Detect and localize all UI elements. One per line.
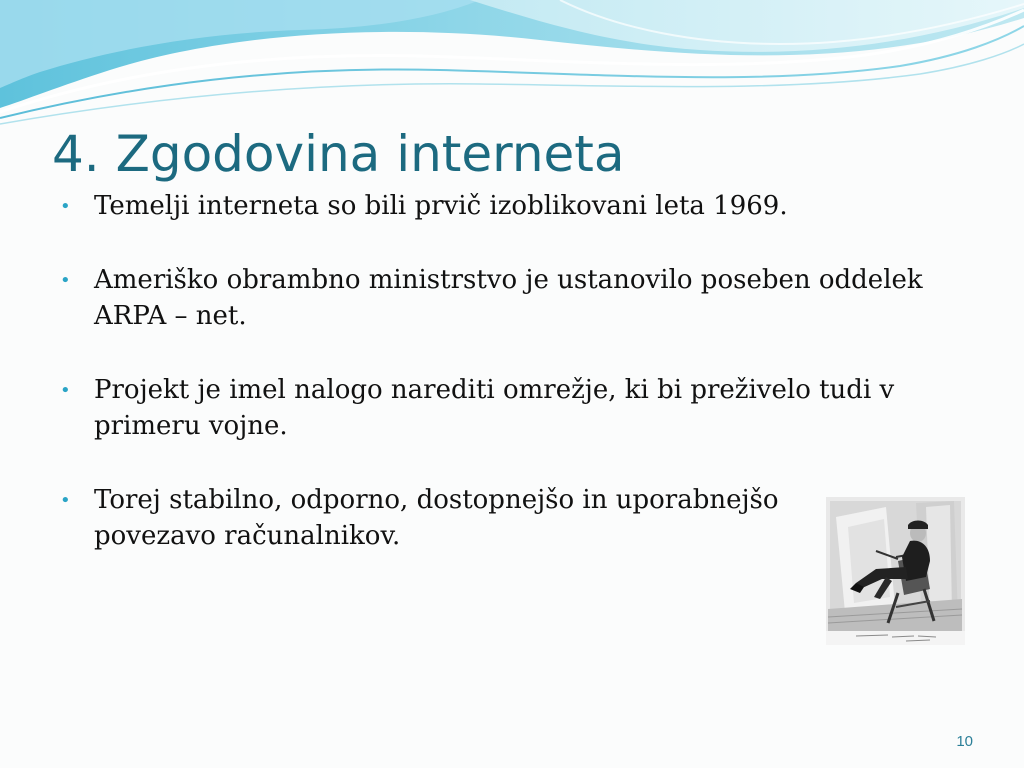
list-item-text: Temelji interneta so bili prvič izoblikovani leta 1969.	[94, 191, 788, 221]
list-item	[56, 372, 976, 444]
list-item-text: Ameriško obrambno ministrstvo je ustanovilo poseben oddelek ARPA – net.	[94, 265, 923, 331]
page-title: 4. Zgodovina interneta	[52, 125, 625, 183]
list-item-text: Torej stabilno, odporno, dostopnejšo in uporabnejšo povezavo računalnikov.	[94, 485, 779, 551]
bullet-dot-icon: •	[60, 270, 71, 291]
bullet-dot-icon: •	[60, 380, 71, 401]
slide-number: 10	[956, 733, 973, 750]
bullet-dot-icon: •	[60, 490, 71, 511]
list-item	[56, 262, 976, 334]
photo-man-in-chair-icon	[826, 497, 965, 645]
bullet-dot-icon: •	[60, 196, 71, 217]
list-item	[56, 482, 854, 554]
list-item-text: Projekt je imel nalogo narediti omrežje, ki bi preživelo tudi v primeru vojne.	[94, 375, 895, 441]
list-item	[56, 188, 894, 224]
wave-header-decoration	[0, 0, 1024, 130]
